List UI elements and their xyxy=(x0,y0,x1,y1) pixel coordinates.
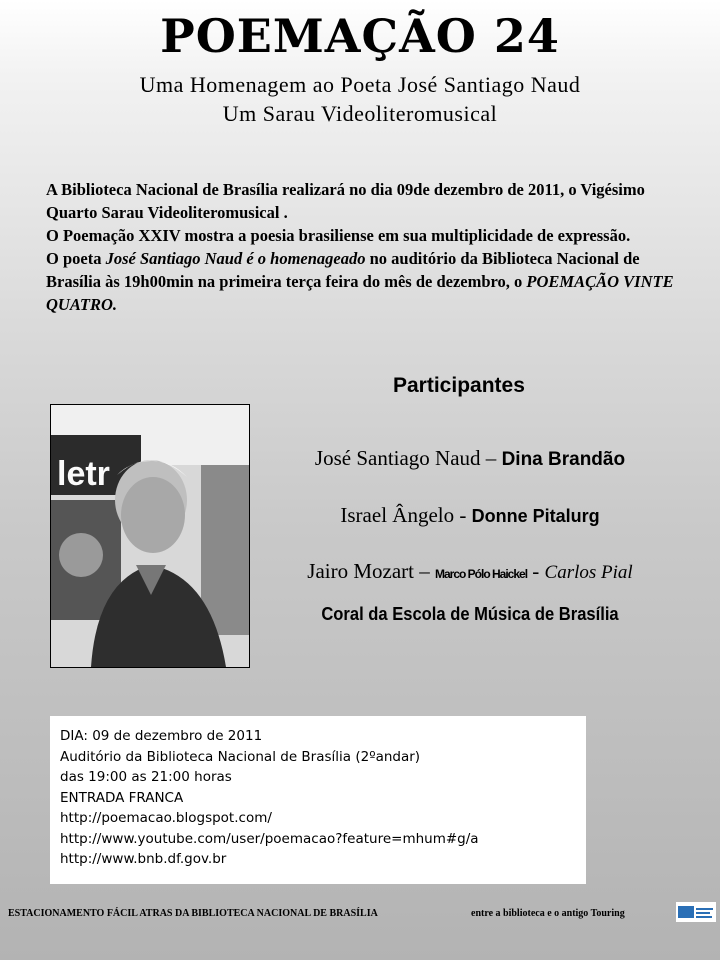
footer-parking-note: ESTACIONAMENTO FÁCIL ATRAS DA BIBLIOTECA NACIONAL DE BRASÍLIA xyxy=(8,908,378,919)
participant-dina-brandao: Dina Brandão xyxy=(501,449,626,470)
para3-middle: no auditório da Biblioteca Nacional de Brasília às 19h00min na primeira terça feira do mês de dezembro, o xyxy=(46,249,640,291)
footer-location-note: entre a biblioteca e o antigo Touring xyxy=(471,908,625,919)
para3-italic-event: POEMAÇÃO VINTE QUATRO. xyxy=(46,272,674,314)
link-blog[interactable]: http://poemacao.blogspot.com/ xyxy=(60,810,272,826)
poet-photo-image xyxy=(51,405,249,667)
participant-donne-pitalurg: Donne Pitalurg xyxy=(471,506,600,526)
link-youtube[interactable]: http://www.youtube.com/user/poemacao?feature=mhum#g/a xyxy=(60,830,479,847)
para3-italic-honoree: José Santiago Naud é o homenageado xyxy=(105,249,366,268)
svg-text:letr: letr xyxy=(57,455,110,493)
participants-heading: Participantes xyxy=(393,374,525,397)
library-logo xyxy=(676,902,716,922)
announcement-text xyxy=(46,178,686,316)
info-entry: ENTRADA FRANCA xyxy=(60,789,184,806)
info-place: Auditório da Biblioteca Nacional de Brasília (2ºandar) xyxy=(60,748,421,765)
participant-jose-santiago-naud: José Santiago Naud – xyxy=(314,446,502,470)
para3-start: O poeta xyxy=(46,249,106,268)
info-date: DIA: 09 de dezembro de 2011 xyxy=(60,728,263,744)
subtitle-sarau: Um Sarau Videoliteromusical xyxy=(222,101,498,126)
poet-photo xyxy=(50,404,250,668)
event-info-box xyxy=(50,716,586,884)
subtitle-homage: Uma Homenagem ao Poeta José Santiago Naud xyxy=(139,72,581,97)
page-title: POEMAÇÃO 24 xyxy=(160,9,560,63)
library-logo-icon xyxy=(676,902,716,922)
participant-line-1 xyxy=(270,446,670,471)
participant-carlos-pial: Carlos Pial xyxy=(544,562,633,583)
participant-israel-angelo: Israel Ângelo - xyxy=(340,503,472,527)
participant-jairo-mozart: Jairo Mozart – xyxy=(307,559,435,583)
link-bnb[interactable]: http://www.bnb.df.gov.br xyxy=(60,851,227,867)
announcement-paragraph-1: A Biblioteca Nacional de Brasília realizará no dia 09de dezembro de 2011, o Vigésimo Quarto Sarau Videoliteromusical . xyxy=(46,180,645,222)
info-time: das 19:00 as 21:00 horas xyxy=(60,769,232,785)
participant-separator: - xyxy=(527,559,545,583)
participant-marco-polo-haickel: Marco Pólo Haickel xyxy=(435,567,528,581)
participant-coral: Coral da Escola de Música de Brasília xyxy=(321,604,619,624)
announcement-paragraph-2: O Poemação XXIV mostra a poesia brasiliense em sua multiplicidade de expressão. xyxy=(46,226,631,245)
announcement-paragraph-3 xyxy=(46,247,686,316)
participant-line-3 xyxy=(270,559,670,584)
participant-line-2 xyxy=(270,503,670,528)
